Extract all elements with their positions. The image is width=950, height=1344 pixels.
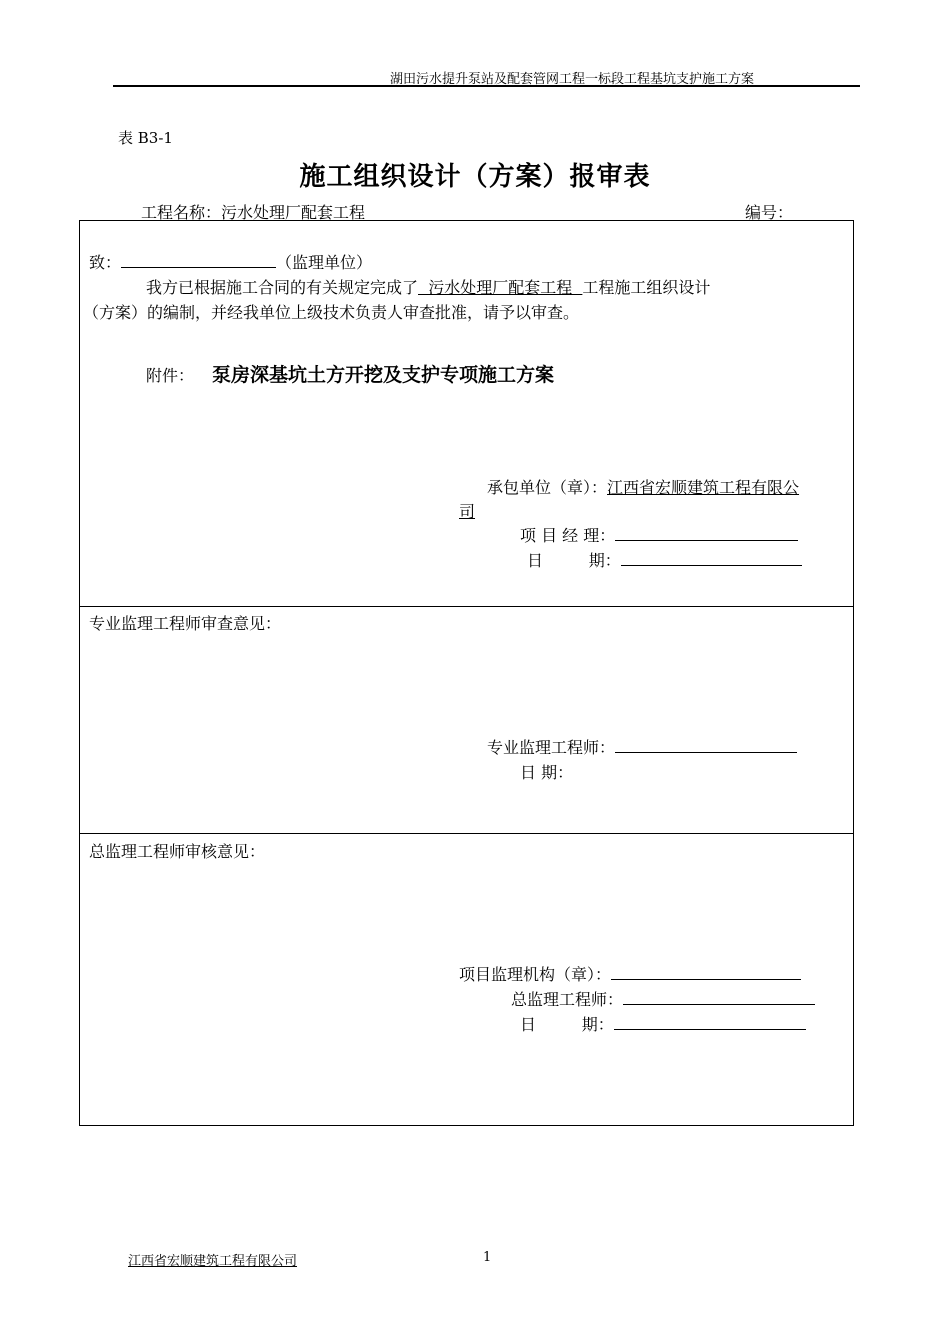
specialist-review-heading: 专业监理工程师审查意见： <box>89 614 282 633</box>
pm-line <box>520 523 798 546</box>
project-name: 污水处理厂配套工程 <box>221 203 366 222</box>
body-project: 污水处理厂配套工程 <box>418 278 583 297</box>
running-header: 湖田污水提升泵站及配套管网工程一标段工程基坑支护施工方案 <box>390 72 755 87</box>
form-title: 施工组织设计（方案）报审表 <box>299 162 651 192</box>
supervision-org-label: 项目监理机构（章）： <box>459 965 612 984</box>
to-label: 致： <box>89 253 122 272</box>
submission-text-line1 <box>146 275 710 298</box>
date-label-3: 日 期： <box>520 1015 614 1034</box>
date-line-2: 日 期： <box>520 763 574 782</box>
attachment-label: 附件： <box>146 366 195 385</box>
project-label: 工程名称： <box>141 203 222 222</box>
pm-label: 项 目 经 理： <box>520 526 616 545</box>
specialist-engineer-blank[interactable] <box>615 752 797 753</box>
supervision-org-blank[interactable] <box>611 979 801 980</box>
attachment-value: 泵房深基坑土方开挖及支护专项施工方案 <box>212 364 555 386</box>
chief-engineer-label: 总监理工程师： <box>511 990 624 1009</box>
contractor-name-cont: 司 <box>459 502 476 521</box>
pm-signature-blank[interactable] <box>615 540 798 541</box>
body-part2: 工程施工组织设计 <box>582 278 711 297</box>
addressee-line <box>89 250 372 273</box>
date-blank-1[interactable] <box>621 565 802 566</box>
page-number: 1 <box>483 1250 492 1265</box>
date-line-3 <box>520 1012 806 1035</box>
supervisor-unit-blank[interactable] <box>121 267 276 268</box>
supervision-org-line <box>459 962 801 985</box>
date-label-1: 日 期： <box>527 551 621 570</box>
specialist-engineer-label: 专业监理工程师： <box>487 738 616 757</box>
header-rule <box>113 85 860 87</box>
to-suffix: （监理单位） <box>276 253 373 272</box>
contractor-label: 承包单位（章）： <box>487 478 608 497</box>
chief-engineer-line <box>511 987 815 1010</box>
date-line-1 <box>527 548 802 571</box>
chief-review-heading: 总监理工程师审核意见： <box>89 842 266 861</box>
code-label: 编号： <box>745 203 794 222</box>
chief-engineer-blank[interactable] <box>623 1004 815 1005</box>
section-divider-1 <box>79 606 854 607</box>
contractor-line <box>487 475 799 498</box>
submission-text-line2: （方案）的编制，并经我单位上级技术负责人审查批准，请予以审查。 <box>83 303 580 322</box>
section-divider-2 <box>79 833 854 834</box>
contractor-name: 江西省宏顺建筑工程有限公 <box>607 478 800 497</box>
footer-company: 江西省宏顺建筑工程有限公司 <box>128 1254 298 1269</box>
specialist-engineer-line <box>487 735 797 758</box>
date-blank-3[interactable] <box>614 1029 806 1030</box>
body-part1: 我方已根据施工合同的有关规定完成了 <box>146 278 419 297</box>
form-number: 表 B3-1 <box>118 129 173 147</box>
attachment-line <box>146 360 554 387</box>
